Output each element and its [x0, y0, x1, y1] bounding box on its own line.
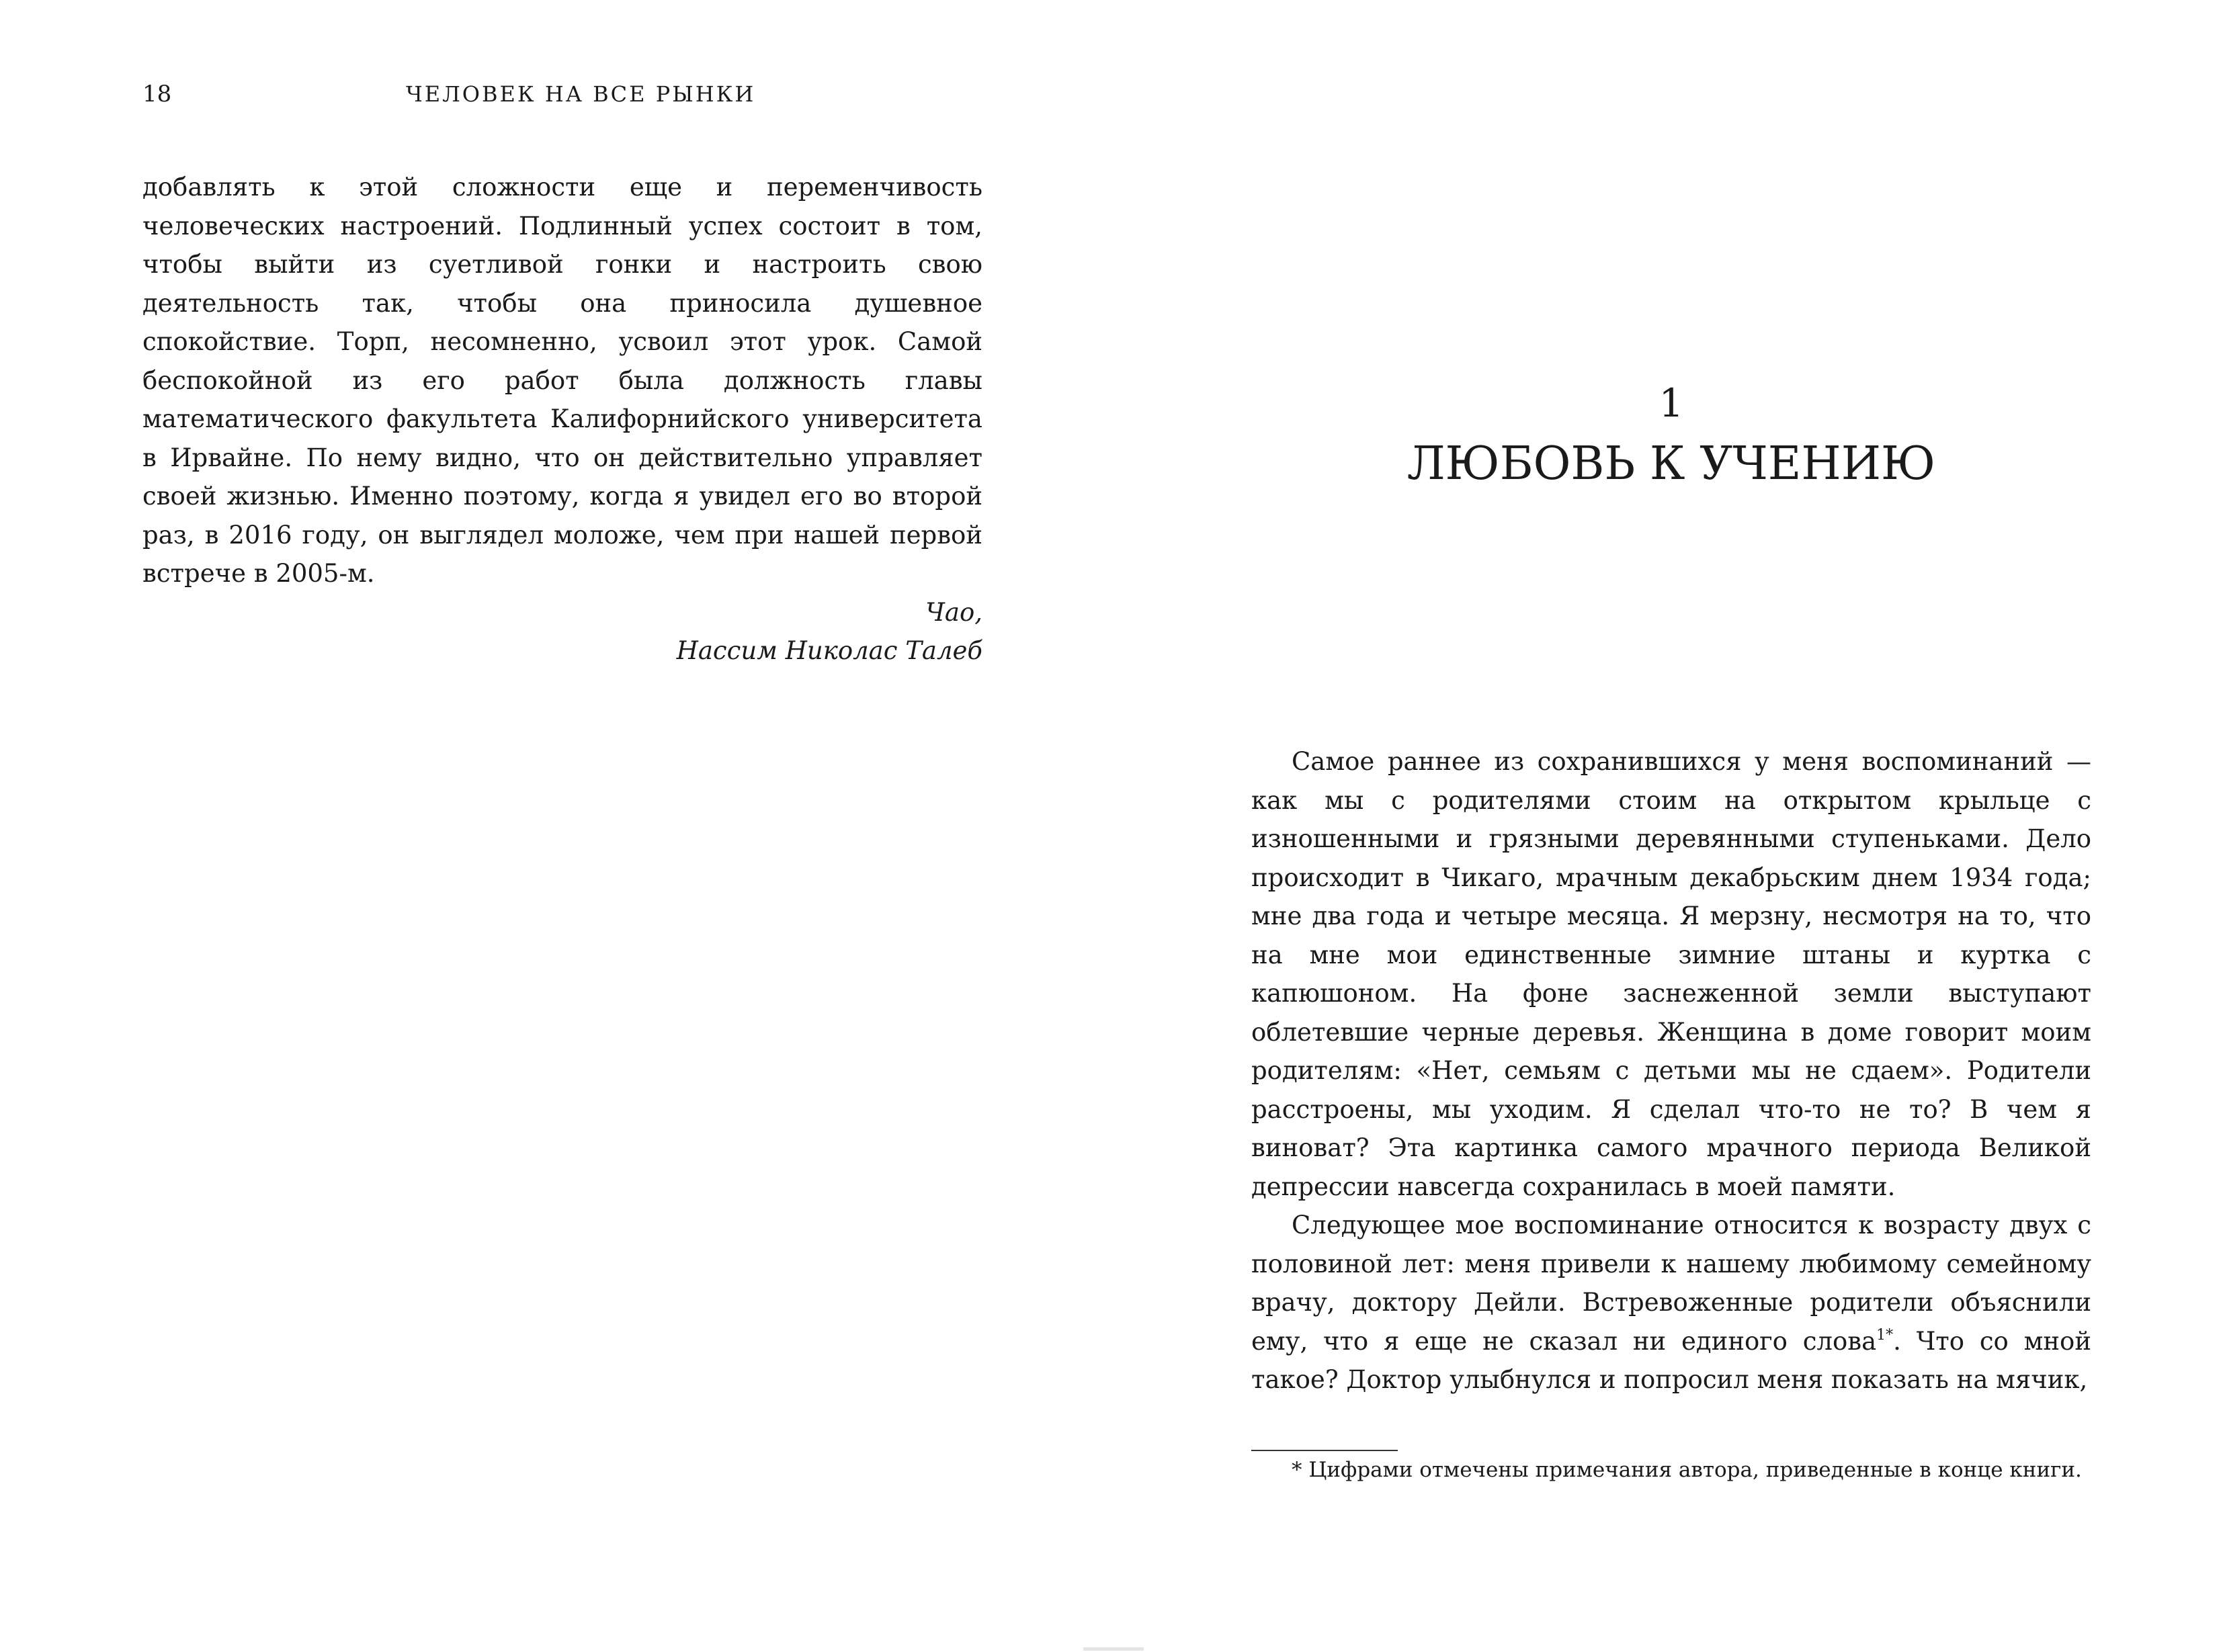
chapter-title: ЛЮБОВЬ К УЧЕНИЮ [1407, 437, 1936, 490]
chapter-number: 1 [1659, 380, 1684, 426]
signature [142, 593, 982, 670]
right-paragraph-1: Самое раннее из сохранившихся у меня воспоминаний — как мы с родителями стоим на открытом крыльце с изношенными и грязными деревянными ступеньками. Дело происходит в Чикаго, мрачным декабрьским днем 1934 года; мне два года и четыре месяца. Я мерзну, несмотря на то, что на мне мои единственные зимние штаны и куртка с капюшоном. На фоне заснеженной земли выступают облетевшие черные деревья. Женщина в доме говорит моим родителям: «Нет, семьям с детьми мы не сдаем». Родители расстроены, мы уходим. Я сделал что-то не то? В чем я виноват? Эта картинка самого мрачного периода Великой депрессии навсегда сохранилась в моей памяти. [1251, 747, 2091, 1201]
chapter-heading [1251, 376, 2091, 494]
page-number: 18 [142, 81, 172, 107]
paragraph-2-text-start: Следующее мое воспоминание относится к возрасту двух с половиной лет: меня привели к нашему любимому семейному врачу, доктору Дейли. Встревоженные родители объяснили ему, что я еще не сказал ни единого слова [1251, 1211, 2091, 1356]
running-head [142, 74, 982, 114]
footnote-rule [1251, 1450, 1398, 1451]
left-page [142, 74, 982, 670]
footnote-text: * Цифрами отмечены примечания автора, приведенные в конце книги. [1292, 1458, 2082, 1482]
left-paragraph: добавлять к этой сложности еще и переменчивость человеческих настроений. Подлинный успех состоит в том, чтобы выйти из суетливой гонки и настроить свою деятельность так, чтобы она приносила душевное спокойствие. Торп, несомненно, усвоил этот урок. Самой беспокойной из его работ была должность главы математического факультета Калифорнийского университета в Ирвайне. По нему видно, что он действительно управляет своей жизнью. Именно поэтому, когда я увидел его во второй раз, в 2016 году, он выглядел моложе, чем при нашей первой встрече в 2005-м. [142, 173, 982, 588]
signature-author: Нассим Николас Талеб [676, 636, 982, 665]
footnote-marker: 1* [1876, 1326, 1894, 1344]
signature-greeting: Чао, [925, 597, 982, 627]
gutter-mark [1083, 1647, 1144, 1651]
right-paragraph-2 [1251, 1206, 2091, 1399]
footnote [1251, 1454, 2091, 1485]
running-head-title: ЧЕЛОВЕК НА ВСЕ РЫНКИ [406, 81, 756, 107]
left-body-text [142, 168, 982, 593]
paragraph-2-text-end: . Что со мной такое? Доктор улыбнулся и попросил меня показать на мячик, [1251, 1326, 2091, 1394]
right-body-text [1251, 742, 2091, 1399]
